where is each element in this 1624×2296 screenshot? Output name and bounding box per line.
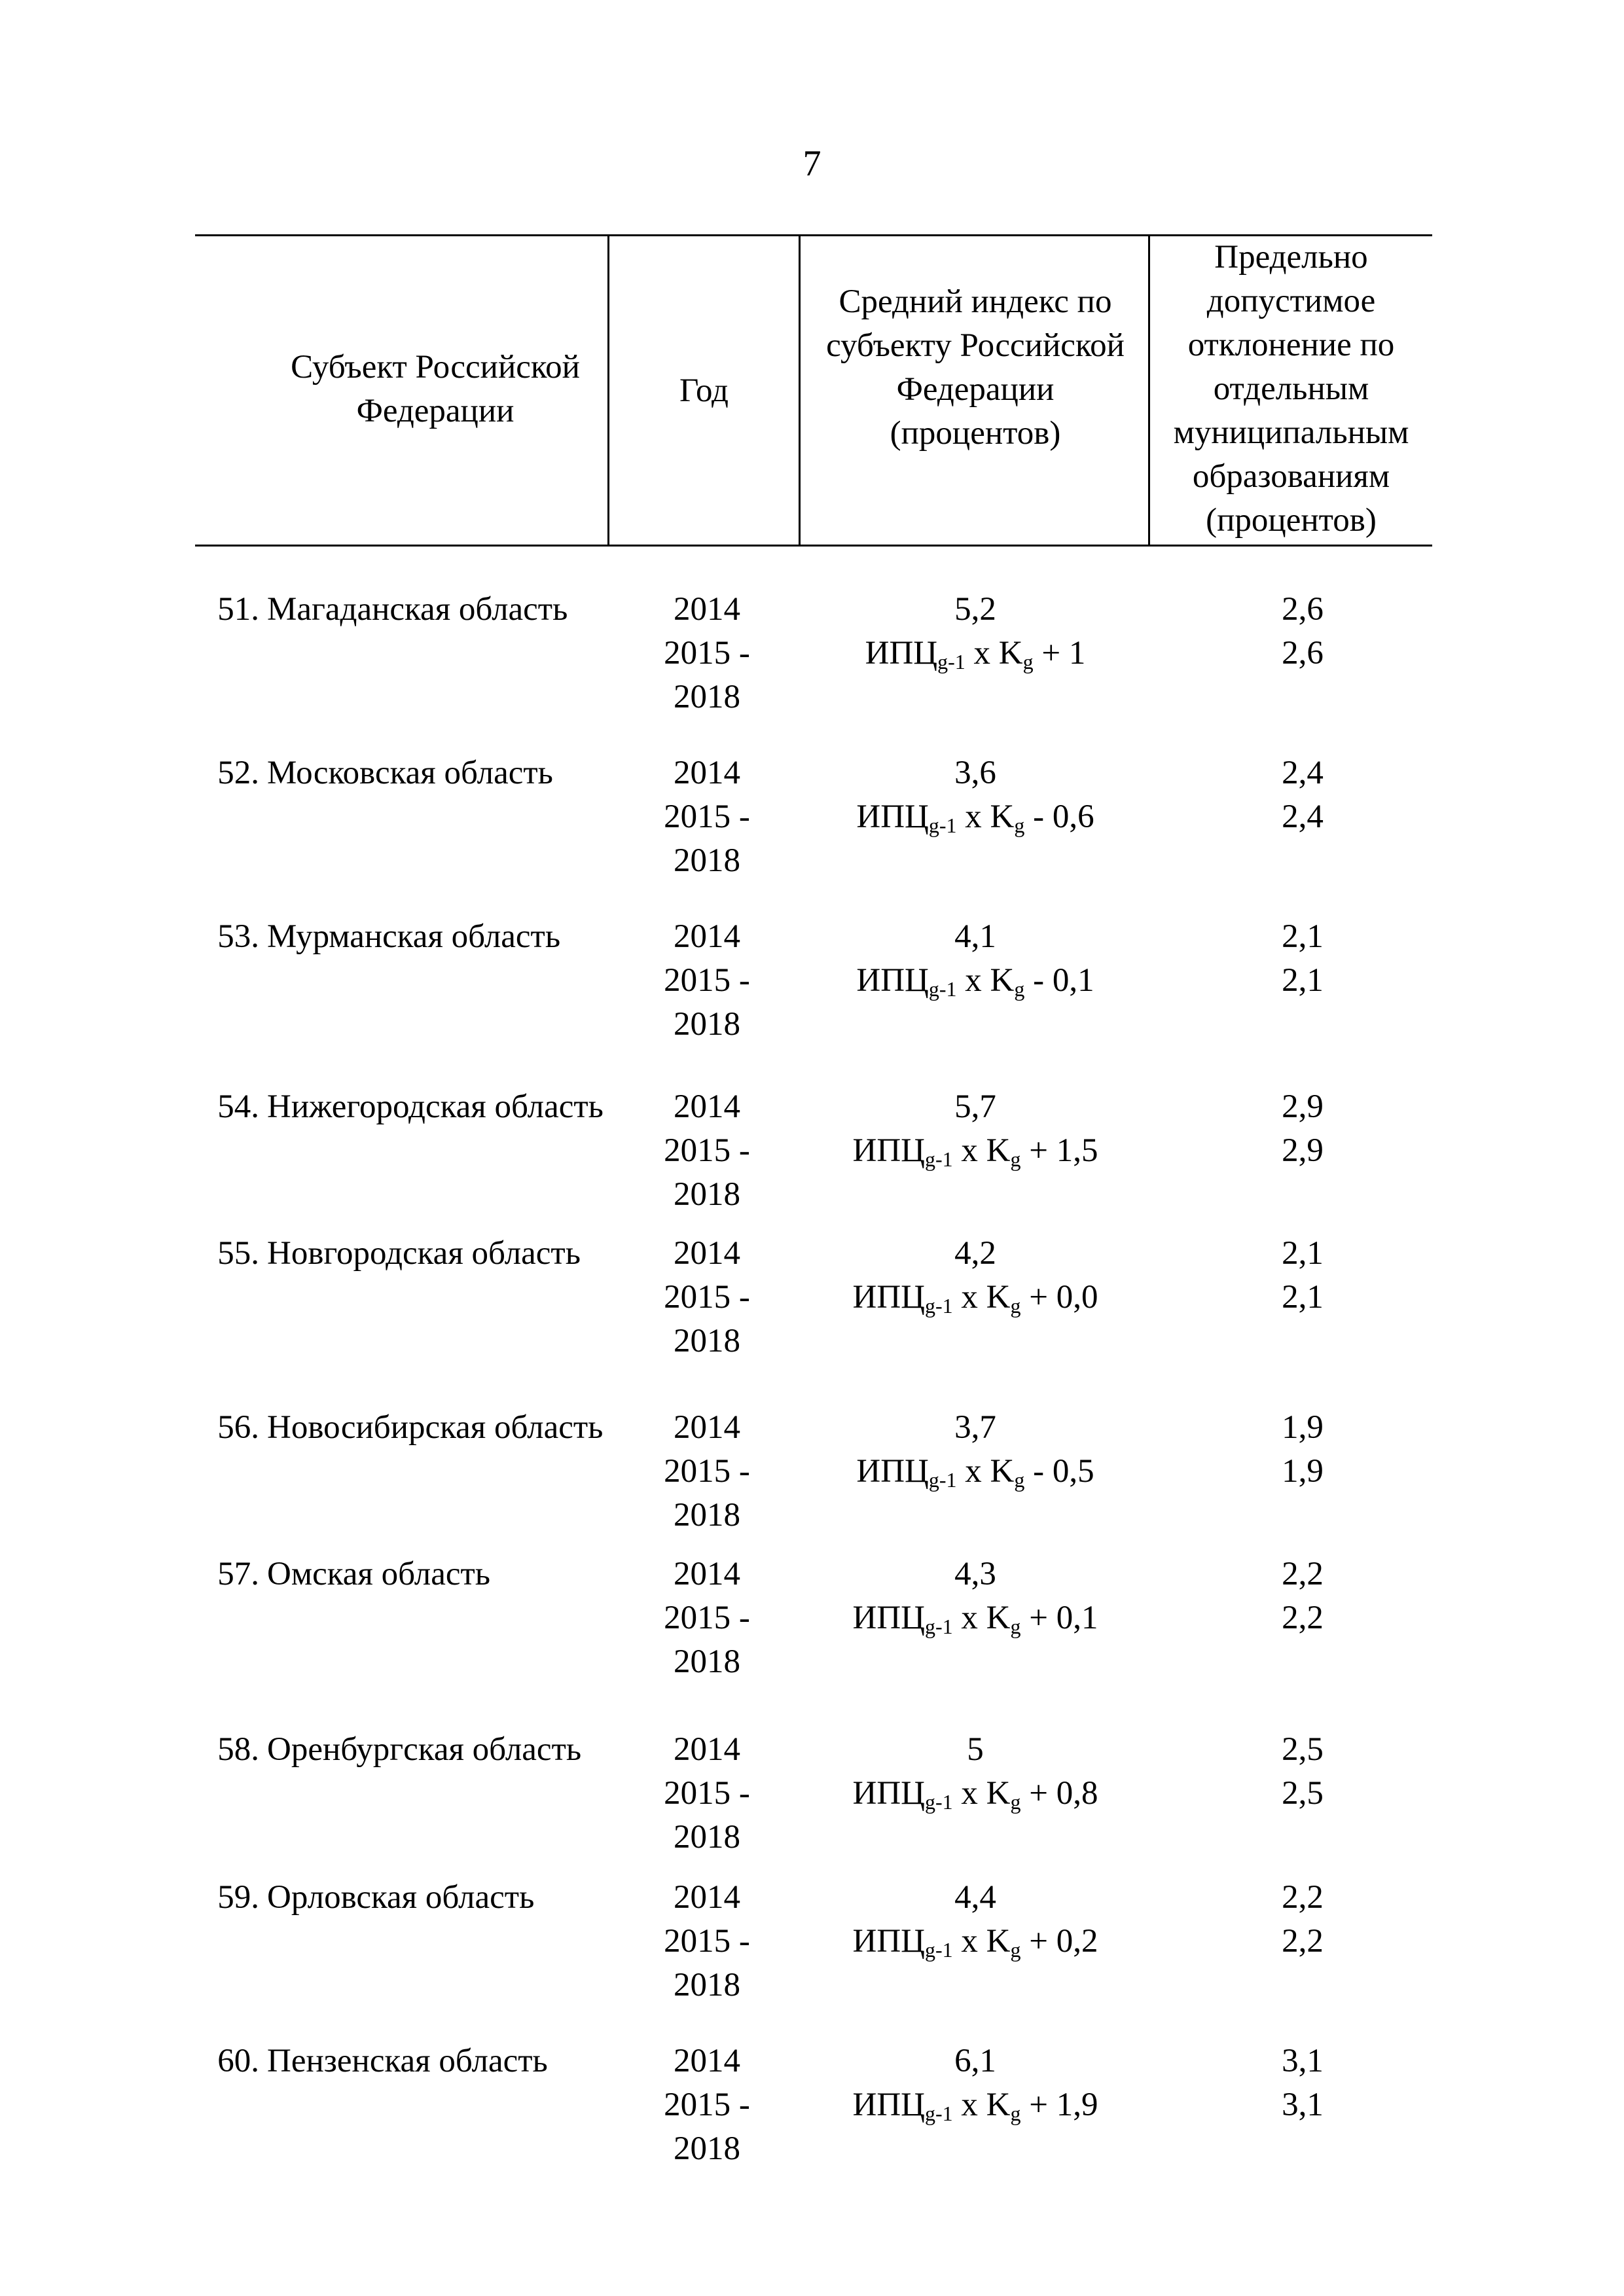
year-range: 2015 - 2018	[664, 1132, 750, 1213]
avg-index-value: 3,6	[954, 755, 996, 791]
subject-name: Московская область	[267, 755, 553, 791]
avg-index-formula: $ИПЦ_{g-1}$ x $K_g + 0,0$	[852, 1279, 1098, 1318]
year-value: 2014	[674, 2043, 740, 2079]
max-deviation-value: 2,4	[1282, 798, 1324, 835]
avg-index-value: 4,1	[954, 918, 996, 955]
row-number: 56.	[217, 1409, 259, 1446]
subject-name: Орловская область	[267, 1879, 535, 1916]
avg-index-value: 4,4	[954, 1879, 996, 1916]
year-value: 2014	[674, 918, 740, 955]
max-deviation-value: 2,6	[1282, 591, 1324, 628]
max-deviation-value: 2,9	[1282, 1088, 1324, 1125]
subject-name: Новосибирская область	[267, 1409, 604, 1446]
avg-index-value: 6,1	[954, 2043, 996, 2079]
row-number: 57.	[217, 1556, 259, 1592]
avg-index-formula: $ИПЦ_{g-1}$ x $K_g + 1,9$	[852, 2087, 1098, 2125]
max-deviation-value: 2,5	[1282, 1775, 1324, 1812]
max-deviation-value: 2,2	[1282, 1923, 1324, 1960]
year-value: 2014	[674, 1556, 740, 1592]
header-avg-index: Средний индекс по субъекту Российской Федерации (процентов)	[826, 283, 1125, 452]
row-number: 60.	[217, 2043, 259, 2079]
avg-index-value: 5	[967, 1731, 984, 1768]
header-bottom-rule	[195, 545, 1432, 547]
avg-index-value: 5,7	[954, 1088, 996, 1125]
year-range: 2015 - 2018	[664, 962, 750, 1043]
year-value: 2014	[674, 755, 740, 791]
row-number: 52.	[217, 755, 259, 791]
year-value: 2014	[674, 591, 740, 628]
max-deviation-value: 3,1	[1282, 2087, 1324, 2123]
subject-name: Нижегородская область	[267, 1088, 604, 1125]
header-subject: Субъект Российской Федерации	[291, 349, 580, 429]
subject-name: Оренбургская область	[267, 1731, 582, 1768]
avg-index-formula: $ИПЦ_{g-1}$ x $K_g + 0,1$	[852, 1600, 1098, 1638]
year-range: 2015 - 2018	[664, 2087, 750, 2167]
max-deviation-value: 2,1	[1282, 962, 1324, 999]
max-deviation-value: 2,5	[1282, 1731, 1324, 1768]
subject-name: Новгородская область	[267, 1235, 581, 1272]
year-range: 2015 - 2018	[664, 798, 750, 879]
max-deviation-value: 2,2	[1282, 1556, 1324, 1592]
row-number: 54.	[217, 1088, 259, 1125]
max-deviation-value: 2,1	[1282, 918, 1324, 955]
year-range: 2015 - 2018	[664, 1923, 750, 2003]
page-number: 7	[803, 143, 821, 184]
row-number: 55.	[217, 1235, 259, 1272]
year-range: 2015 - 2018	[664, 635, 750, 715]
avg-index-formula: $ИПЦ_{g-1}$ x $K_g + 1,5$	[852, 1132, 1098, 1171]
avg-index-value: 5,2	[954, 591, 996, 628]
avg-index-formula: $ИПЦ_{g-1}$ x $K_g - 0,6$	[856, 798, 1094, 837]
year-value: 2014	[674, 1879, 740, 1916]
year-range: 2015 - 2018	[664, 1775, 750, 1856]
avg-index-formula: $ИПЦ_{g-1}$ x $K_g + 0,8$	[852, 1775, 1098, 1814]
avg-index-formula: $ИПЦ_{g-1}$ x $K_g + 1$	[865, 635, 1086, 673]
max-deviation-value: 2,9	[1282, 1132, 1324, 1169]
year-range: 2015 - 2018	[664, 1600, 750, 1680]
year-range: 2015 - 2018	[664, 1279, 750, 1359]
subject-name: Пензенская область	[267, 2043, 548, 2079]
max-deviation-value: 1,9	[1282, 1409, 1324, 1446]
avg-index-formula: $ИПЦ_{g-1}$ x $K_g + 0,2$	[852, 1923, 1098, 1962]
header-max-deviation: Предельно допустимое отклонение по отдельным муниципальным образованиям (процентов)	[1173, 239, 1409, 539]
year-value: 2014	[674, 1731, 740, 1768]
row-number: 53.	[217, 918, 259, 955]
year-value: 2014	[674, 1088, 740, 1125]
max-deviation-value: 2,2	[1282, 1600, 1324, 1636]
subject-name: Омская область	[267, 1556, 491, 1592]
row-number: 51.	[217, 591, 259, 628]
row-number: 59.	[217, 1879, 259, 1916]
header-year: Год	[679, 372, 729, 409]
max-deviation-value: 2,1	[1282, 1279, 1324, 1316]
max-deviation-value: 2,4	[1282, 755, 1324, 791]
row-number: 58.	[217, 1731, 259, 1768]
avg-index-value: 4,2	[954, 1235, 996, 1272]
column-divider-2	[799, 234, 801, 547]
max-deviation-value: 1,9	[1282, 1453, 1324, 1490]
max-deviation-value: 3,1	[1282, 2043, 1324, 2079]
avg-index-formula: $ИПЦ_{g-1}$ x $K_g - 0,5$	[856, 1453, 1094, 1492]
max-deviation-value: 2,6	[1282, 635, 1324, 672]
year-range: 2015 - 2018	[664, 1453, 750, 1534]
year-value: 2014	[674, 1409, 740, 1446]
subject-name: Мурманская область	[267, 918, 561, 955]
avg-index-formula: $ИПЦ_{g-1}$ x $K_g - 0,1$	[856, 962, 1094, 1001]
avg-index-value: 4,3	[954, 1556, 996, 1592]
year-value: 2014	[674, 1235, 740, 1272]
avg-index-value: 3,7	[954, 1409, 996, 1446]
subject-name: Магаданская область	[267, 591, 568, 628]
max-deviation-value: 2,1	[1282, 1235, 1324, 1272]
max-deviation-value: 2,2	[1282, 1879, 1324, 1916]
